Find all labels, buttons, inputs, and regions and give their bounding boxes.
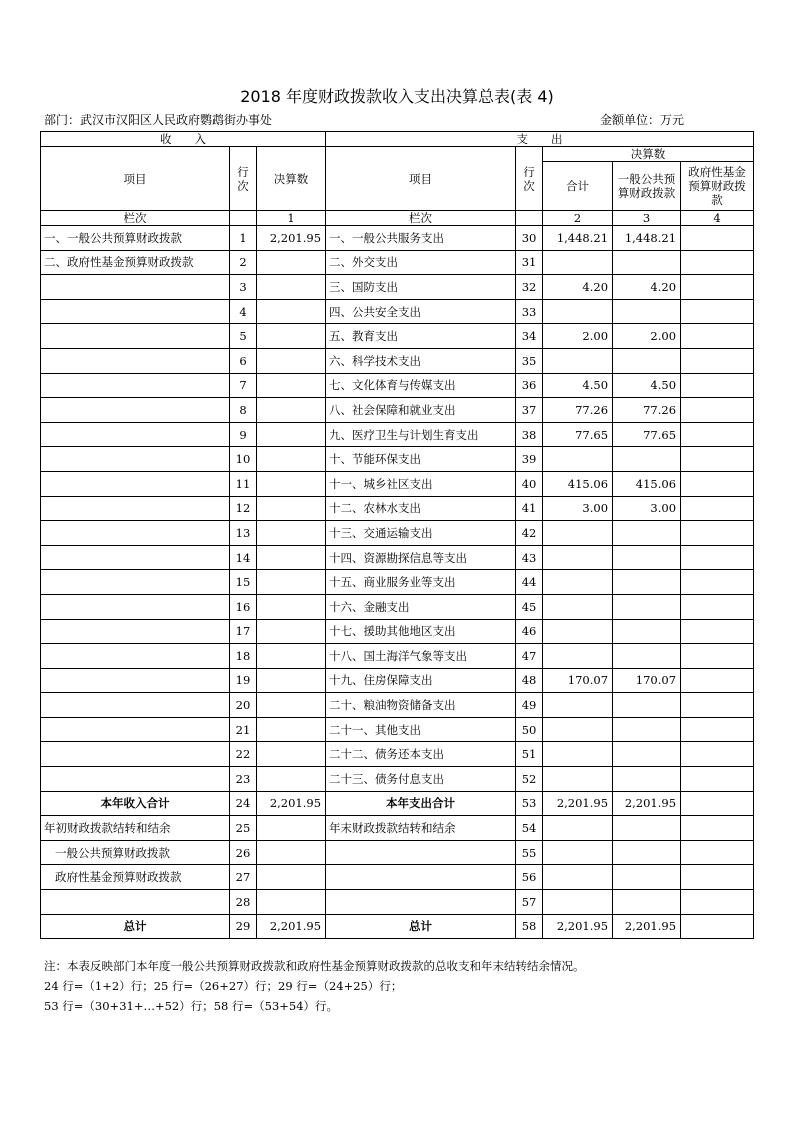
column-label: 栏次 [41,211,230,226]
income-item-cell [41,275,230,300]
income-line-cell: 4 [230,299,257,324]
total-amount-cell [543,717,613,742]
expense-line-cell: 55 [516,840,543,865]
general-budget-amount-cell [613,250,681,275]
general-budget-amount-cell [613,840,681,865]
expense-line-cell: 40 [516,471,543,496]
table-row [41,914,754,939]
total-amount-cell [543,619,613,644]
income-amount-cell [257,521,326,546]
expense-item-cell: 六、科学技术支出 [326,348,516,373]
expense-item-cell: 二十一、其他支出 [326,717,516,742]
total-amount-cell: 77.65 [543,422,613,447]
fund-budget-amount-cell [681,496,754,521]
table-row [41,398,754,423]
fund-budget-amount-cell [681,373,754,398]
expense-item-cell: 十九、住房保障支出 [326,668,516,693]
fund-budget-amount-cell [681,619,754,644]
income-amount-cell [257,398,326,423]
income-item-cell [41,619,230,644]
income-amount-cell [257,717,326,742]
expense-line-cell: 44 [516,570,543,595]
expense-line-cell: 48 [516,668,543,693]
table-row [41,570,754,595]
total-amount-cell [543,521,613,546]
income-line-cell: 3 [230,275,257,300]
general-budget-amount-cell [613,890,681,915]
income-item-cell [41,644,230,669]
table-row [41,717,754,742]
income-item-cell: 本年收入合计 [41,791,230,816]
expense-line-cell: 49 [516,693,543,718]
general-budget-amount-cell: 77.65 [613,422,681,447]
income-line-cell: 26 [230,840,257,865]
income-item-cell [41,422,230,447]
income-amount-cell [257,668,326,693]
fund-budget-amount-cell [681,299,754,324]
general-budget-amount-cell [613,717,681,742]
fund-budget-amount-cell [681,324,754,349]
general-budget-amount-cell [613,521,681,546]
expense-line-cell: 42 [516,521,543,546]
table-row [41,644,754,669]
expense-item-cell: 年末财政拨款结转和结余 [326,816,516,841]
expense-line-cell: 51 [516,742,543,767]
income-item-cell [41,594,230,619]
expense-item-cell: 九、医疗卫生与计划生育支出 [326,422,516,447]
income-amount-cell [257,447,326,472]
income-item-cell [41,890,230,915]
general-budget-amount-cell: 1,448.21 [613,226,681,251]
expense-line-cell: 33 [516,299,543,324]
fund-budget-amount-cell [681,693,754,718]
expense-line-cell: 50 [516,717,543,742]
expense-item-cell: 十六、金融支出 [326,594,516,619]
table-row [41,471,754,496]
fund-budget-amount-cell [681,398,754,423]
general-budget-amount-cell [613,619,681,644]
fund-budget-amount-cell [681,250,754,275]
fund-budget-amount-cell [681,914,754,939]
income-amount-cell [257,471,326,496]
income-item-cell [41,668,230,693]
income-line-cell: 9 [230,422,257,447]
income-item-cell [41,348,230,373]
fund-budget-amount-cell [681,521,754,546]
table-row [41,865,754,890]
general-budget-amount-cell: 170.07 [613,668,681,693]
income-item-cell: 一、一般公共预算财政拨款 [41,226,230,251]
income-amount-cell [257,742,326,767]
general-budget-amount-cell: 2,201.95 [613,791,681,816]
fund-budget-amount-cell [681,422,754,447]
table-row [41,619,754,644]
general-budget-header: 一般公共预算财政拨款 [613,162,681,211]
table-row [41,226,754,251]
expense-item-cell: 十、节能环保支出 [326,447,516,472]
total-amount-cell: 2,201.95 [543,791,613,816]
fund-budget-amount-cell [681,570,754,595]
fund-budget-amount-cell [681,767,754,792]
expense-line-cell: 39 [516,447,543,472]
table-row [41,693,754,718]
income-line-cell: 27 [230,865,257,890]
income-header: 收 入 [41,132,326,147]
table-row [41,767,754,792]
expense-item-cell: 五、教育支出 [326,324,516,349]
general-budget-amount-cell [613,865,681,890]
total-amount-cell: 4.20 [543,275,613,300]
income-line-cell: 1 [230,226,257,251]
income-line-cell: 29 [230,914,257,939]
total-amount-cell [543,348,613,373]
expense-item-cell: 十三、交通运输支出 [326,521,516,546]
income-line-cell: 6 [230,348,257,373]
income-amount-cell [257,545,326,570]
general-budget-amount-cell [613,545,681,570]
expense-line-cell: 46 [516,619,543,644]
fund-budget-amount-cell [681,717,754,742]
income-item-cell: 政府性基金预算财政拨款 [41,865,230,890]
general-budget-amount-cell: 4.20 [613,275,681,300]
income-amount-cell [257,570,326,595]
column-number: 2 [543,211,613,226]
general-budget-amount-cell [613,348,681,373]
note-line: 53 行=（30+31+…+52）行；58 行=（53+54）行。 [44,999,339,1013]
expense-line-cell: 30 [516,226,543,251]
income-amount-cell [257,422,326,447]
page-title: 2018 年度财政拨款收入支出决算总表(表 4) [240,87,554,106]
income-amount-cell [257,496,326,521]
fund-budget-amount-cell [681,644,754,669]
income-amount-cell [257,275,326,300]
general-budget-amount-cell: 3.00 [613,496,681,521]
income-item-cell [41,742,230,767]
income-line-cell: 10 [230,447,257,472]
total-amount-cell: 2,201.95 [543,914,613,939]
column-number: 4 [681,211,754,226]
fund-budget-amount-cell [681,890,754,915]
income-item-cell [41,471,230,496]
income-item-cell: 年初财政拨款结转和结余 [41,816,230,841]
income-item-cell [41,767,230,792]
income-line-cell: 15 [230,570,257,595]
income-amount-cell: 2,201.95 [257,791,326,816]
expense-item-cell [326,840,516,865]
income-amount-header: 决算数 [257,147,326,211]
income-item-cell: 总计 [41,914,230,939]
expense-header: 支 出 [326,132,754,147]
income-line-cell: 23 [230,767,257,792]
table-row [41,742,754,767]
general-budget-amount-cell [613,644,681,669]
expense-line-cell: 45 [516,594,543,619]
column-number-row [41,211,754,226]
final-amount-header: 决算数 [543,147,754,162]
expense-line-header: 行次 [516,147,543,211]
fund-budget-amount-cell [681,471,754,496]
income-line-cell: 11 [230,471,257,496]
expense-item-cell: 总计 [326,914,516,939]
income-line-cell: 7 [230,373,257,398]
income-amount-cell [257,693,326,718]
income-line-cell: 17 [230,619,257,644]
income-line-cell: 21 [230,717,257,742]
total-amount-cell [543,570,613,595]
table-row [41,668,754,693]
general-budget-amount-cell [613,693,681,718]
income-line-cell: 2 [230,250,257,275]
income-amount-cell: 2,201.95 [257,914,326,939]
fund-budget-amount-cell [681,816,754,841]
expense-item-cell: 二十、粮油物资储备支出 [326,693,516,718]
fund-budget-amount-cell [681,865,754,890]
income-amount-cell [257,865,326,890]
expense-line-cell: 41 [516,496,543,521]
income-item-cell [41,447,230,472]
fund-budget-amount-cell [681,348,754,373]
expense-item-cell: 十一、城乡社区支出 [326,471,516,496]
table-row [41,890,754,915]
fund-budget-header: 政府性基金预算财政拨款 [681,162,754,211]
expense-line-cell: 47 [516,644,543,669]
income-item-cell [41,693,230,718]
income-line-cell: 20 [230,693,257,718]
total-amount-cell: 4.50 [543,373,613,398]
expense-item-cell: 七、文化体育与传媒支出 [326,373,516,398]
expense-line-cell: 57 [516,890,543,915]
income-amount-cell [257,373,326,398]
income-item-header: 项目 [41,147,230,211]
income-item-cell [41,324,230,349]
header-row-1 [41,132,754,147]
general-budget-amount-cell: 415.06 [613,471,681,496]
general-budget-amount-cell [613,816,681,841]
income-item-cell [41,373,230,398]
income-amount-cell [257,250,326,275]
column-label: 栏次 [326,211,516,226]
fund-budget-amount-cell [681,742,754,767]
expense-item-cell: 十七、援助其他地区支出 [326,619,516,644]
expense-item-cell: 八、社会保障和就业支出 [326,398,516,423]
unit-label: 金额单位：万元 [600,113,685,127]
expense-line-cell: 34 [516,324,543,349]
note-line: 注：本表反映部门本年度一般公共预算财政拨款和政府性基金预算财政拨款的总收支和年末结转结余情况。 [44,959,585,973]
general-budget-amount-cell [613,447,681,472]
income-amount-cell [257,348,326,373]
general-budget-amount-cell: 4.50 [613,373,681,398]
income-item-cell [41,398,230,423]
total-amount-cell [543,299,613,324]
table-row [41,521,754,546]
total-amount-cell [543,767,613,792]
expense-item-cell: 二十三、债务付息支出 [326,767,516,792]
income-amount-cell [257,324,326,349]
income-line-cell: 16 [230,594,257,619]
income-line-cell: 25 [230,816,257,841]
expense-item-cell: 二十二、债务还本支出 [326,742,516,767]
income-item-cell [41,570,230,595]
table-row [41,545,754,570]
expense-item-cell [326,890,516,915]
total-amount-cell: 170.07 [543,668,613,693]
expense-item-cell: 四、公共安全支出 [326,299,516,324]
income-line-cell: 22 [230,742,257,767]
total-amount-cell [543,840,613,865]
income-amount-cell [257,816,326,841]
fund-budget-amount-cell [681,791,754,816]
total-amount-cell [543,693,613,718]
note-line: 24 行=（1+2）行；25 行=（26+27）行；29 行=（24+25）行； [44,979,403,993]
table-row [41,840,754,865]
income-item-cell [41,521,230,546]
income-amount-cell [257,619,326,644]
total-amount-cell: 3.00 [543,496,613,521]
total-amount-cell: 77.26 [543,398,613,423]
income-item-cell [41,545,230,570]
table-row [41,594,754,619]
income-line-cell: 13 [230,521,257,546]
income-amount-cell [257,767,326,792]
expense-item-cell: 三、国防支出 [326,275,516,300]
general-budget-amount-cell [613,767,681,792]
income-item-cell [41,299,230,324]
expense-item-cell: 一、一般公共服务支出 [326,226,516,251]
fund-budget-amount-cell [681,840,754,865]
income-amount-cell [257,644,326,669]
expense-line-cell: 54 [516,816,543,841]
total-amount-cell [543,250,613,275]
table-row [41,373,754,398]
expense-line-cell: 58 [516,914,543,939]
table-row [41,496,754,521]
expense-item-cell: 十二、农林水支出 [326,496,516,521]
budget-table [40,131,754,939]
expense-line-cell: 52 [516,767,543,792]
expense-item-cell: 本年支出合计 [326,791,516,816]
notes [44,956,585,1016]
expense-line-cell: 32 [516,275,543,300]
income-amount-cell [257,890,326,915]
expense-item-cell: 二、外交支出 [326,250,516,275]
expense-line-cell: 31 [516,250,543,275]
expense-item-cell: 十五、商业服务业等支出 [326,570,516,595]
income-line-cell: 28 [230,890,257,915]
general-budget-amount-cell: 77.26 [613,398,681,423]
income-amount-cell: 2,201.95 [257,226,326,251]
general-budget-amount-cell [613,299,681,324]
table-row [41,250,754,275]
total-amount-cell: 415.06 [543,471,613,496]
expense-item-cell: 十四、资源勘探信息等支出 [326,545,516,570]
income-item-cell: 二、政府性基金预算财政拨款 [41,250,230,275]
fund-budget-amount-cell [681,545,754,570]
table-row [41,348,754,373]
expense-line-cell: 35 [516,348,543,373]
total-amount-cell [543,594,613,619]
total-amount-cell [543,816,613,841]
table-row [41,422,754,447]
income-amount-cell [257,594,326,619]
total-amount-cell [543,865,613,890]
income-line-cell: 14 [230,545,257,570]
expense-line-cell: 38 [516,422,543,447]
expense-line-cell: 37 [516,398,543,423]
income-line-cell: 8 [230,398,257,423]
expense-line-cell: 36 [516,373,543,398]
income-line-cell: 12 [230,496,257,521]
total-amount-cell: 1,448.21 [543,226,613,251]
general-budget-amount-cell [613,742,681,767]
income-amount-cell [257,299,326,324]
header-row-2 [41,147,754,162]
table-row [41,275,754,300]
income-item-cell [41,496,230,521]
expense-item-header: 项目 [326,147,516,211]
fund-budget-amount-cell [681,668,754,693]
income-line-cell: 19 [230,668,257,693]
income-line-cell: 18 [230,644,257,669]
total-amount-cell [543,644,613,669]
income-line-cell: 5 [230,324,257,349]
column-number: 3 [613,211,681,226]
table-row [41,816,754,841]
column-number: 1 [257,211,326,226]
fund-budget-amount-cell [681,447,754,472]
total-amount-cell [543,545,613,570]
general-budget-amount-cell: 2,201.95 [613,914,681,939]
total-amount-cell: 2.00 [543,324,613,349]
total-header: 合计 [543,162,613,211]
table-row [41,324,754,349]
general-budget-amount-cell: 2.00 [613,324,681,349]
general-budget-amount-cell [613,594,681,619]
expense-item-cell [326,865,516,890]
income-line-cell: 24 [230,791,257,816]
table-row [41,299,754,324]
expense-line-cell: 43 [516,545,543,570]
table-row [41,447,754,472]
table-row [41,791,754,816]
total-amount-cell [543,742,613,767]
income-item-cell: 一般公共预算财政拨款 [41,840,230,865]
general-budget-amount-cell [613,570,681,595]
fund-budget-amount-cell [681,594,754,619]
total-amount-cell [543,890,613,915]
income-item-cell [41,717,230,742]
department-label: 部门：武汉市汉阳区人民政府鹦鹉街办事处 [44,113,273,127]
fund-budget-amount-cell [681,275,754,300]
expense-line-cell: 56 [516,865,543,890]
income-amount-cell [257,840,326,865]
expense-line-cell: 53 [516,791,543,816]
income-line-header: 行次 [230,147,257,211]
fund-budget-amount-cell [681,226,754,251]
total-amount-cell [543,447,613,472]
expense-item-cell: 十八、国土海洋气象等支出 [326,644,516,669]
